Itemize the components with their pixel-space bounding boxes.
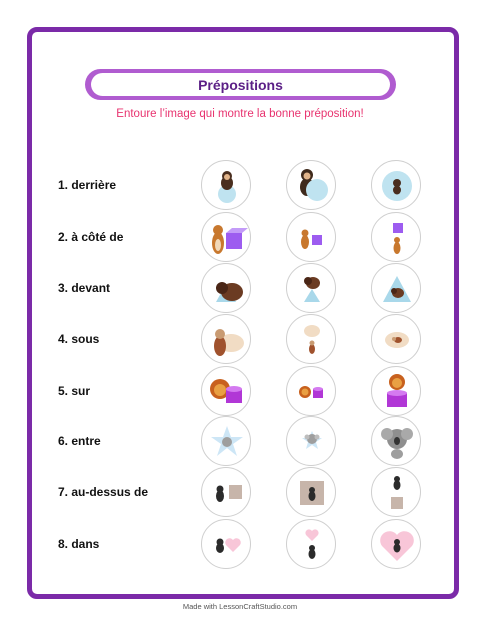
cat-icon	[202, 468, 251, 517]
choice-circle-4a[interactable]	[201, 314, 251, 364]
cat-icon	[202, 520, 251, 569]
bison-icon	[202, 264, 251, 313]
title-banner	[85, 69, 396, 100]
choice-circle-2c[interactable]	[371, 212, 421, 262]
cloud-icon	[287, 315, 336, 364]
choice-circle-7b[interactable]	[286, 467, 336, 517]
exercise-row-3	[58, 263, 428, 313]
choice-circle-8b[interactable]	[286, 519, 336, 569]
star-icon	[202, 417, 251, 466]
footer-credit: Made with LessonCraftStudio.com	[182, 602, 298, 611]
choice-circle-1c[interactable]	[371, 160, 421, 210]
choice-circle-8c[interactable]	[371, 519, 421, 569]
choice-circle-4c[interactable]	[371, 314, 421, 364]
row-label: 6. entre	[58, 434, 101, 448]
heart-icon	[372, 520, 421, 569]
row-label: 8. dans	[58, 537, 100, 551]
box-icon	[287, 468, 336, 517]
choice-circle-1b[interactable]	[286, 160, 336, 210]
instruction-text: Entoure l’image qui montre la bonne préposition!	[116, 108, 364, 120]
exercise-row-4	[58, 314, 428, 364]
choice-circle-7a[interactable]	[201, 467, 251, 517]
monkey-icon	[202, 161, 251, 210]
exercise-row-7	[58, 467, 428, 517]
koala-icon	[287, 417, 336, 466]
cloud-icon	[372, 315, 421, 364]
bison-icon	[287, 264, 336, 313]
heart-icon	[287, 520, 336, 569]
exercise-row-2	[58, 212, 428, 262]
cat-icon	[372, 468, 421, 517]
exercise-row-6	[58, 416, 428, 466]
choice-circle-2b[interactable]	[286, 212, 336, 262]
choice-circle-6a[interactable]	[201, 416, 251, 466]
choice-circle-5b[interactable]	[286, 366, 336, 416]
row-label: 2. à côté de	[58, 230, 124, 244]
lion-icon	[287, 367, 336, 416]
triangle-icon	[372, 264, 421, 313]
row-label: 1. derrière	[58, 178, 117, 192]
lion-icon	[202, 367, 251, 416]
exercise-row-5	[58, 366, 428, 416]
exercise-row-1	[58, 160, 428, 210]
ball-icon	[372, 161, 421, 210]
row-label: 4. sous	[58, 332, 100, 346]
choice-circle-3b[interactable]	[286, 263, 336, 313]
choice-circle-6c[interactable]	[371, 416, 421, 466]
choice-circle-2a[interactable]	[201, 212, 251, 262]
row-label: 5. sur	[58, 384, 91, 398]
cube-icon	[372, 213, 421, 262]
choice-circle-6b[interactable]	[286, 416, 336, 466]
row-label: 7. au-dessus de	[58, 485, 149, 499]
row-label: 3. devant	[58, 281, 111, 295]
koala-icon	[372, 417, 421, 466]
choice-circle-1a[interactable]	[201, 160, 251, 210]
choice-circle-8a[interactable]	[201, 519, 251, 569]
sloth-icon	[202, 315, 251, 364]
weasel-icon	[202, 213, 251, 262]
choice-circle-5a[interactable]	[201, 366, 251, 416]
choice-circle-3a[interactable]	[201, 263, 251, 313]
choice-circle-7c[interactable]	[371, 467, 421, 517]
exercise-row-8	[58, 519, 428, 569]
choice-circle-4b[interactable]	[286, 314, 336, 364]
cylinder-icon	[372, 367, 421, 416]
choice-circle-5c[interactable]	[371, 366, 421, 416]
monkey-icon	[287, 161, 336, 210]
page-title: Prépositions	[91, 73, 390, 96]
weasel-icon	[287, 213, 336, 262]
choice-circle-3c[interactable]	[371, 263, 421, 313]
